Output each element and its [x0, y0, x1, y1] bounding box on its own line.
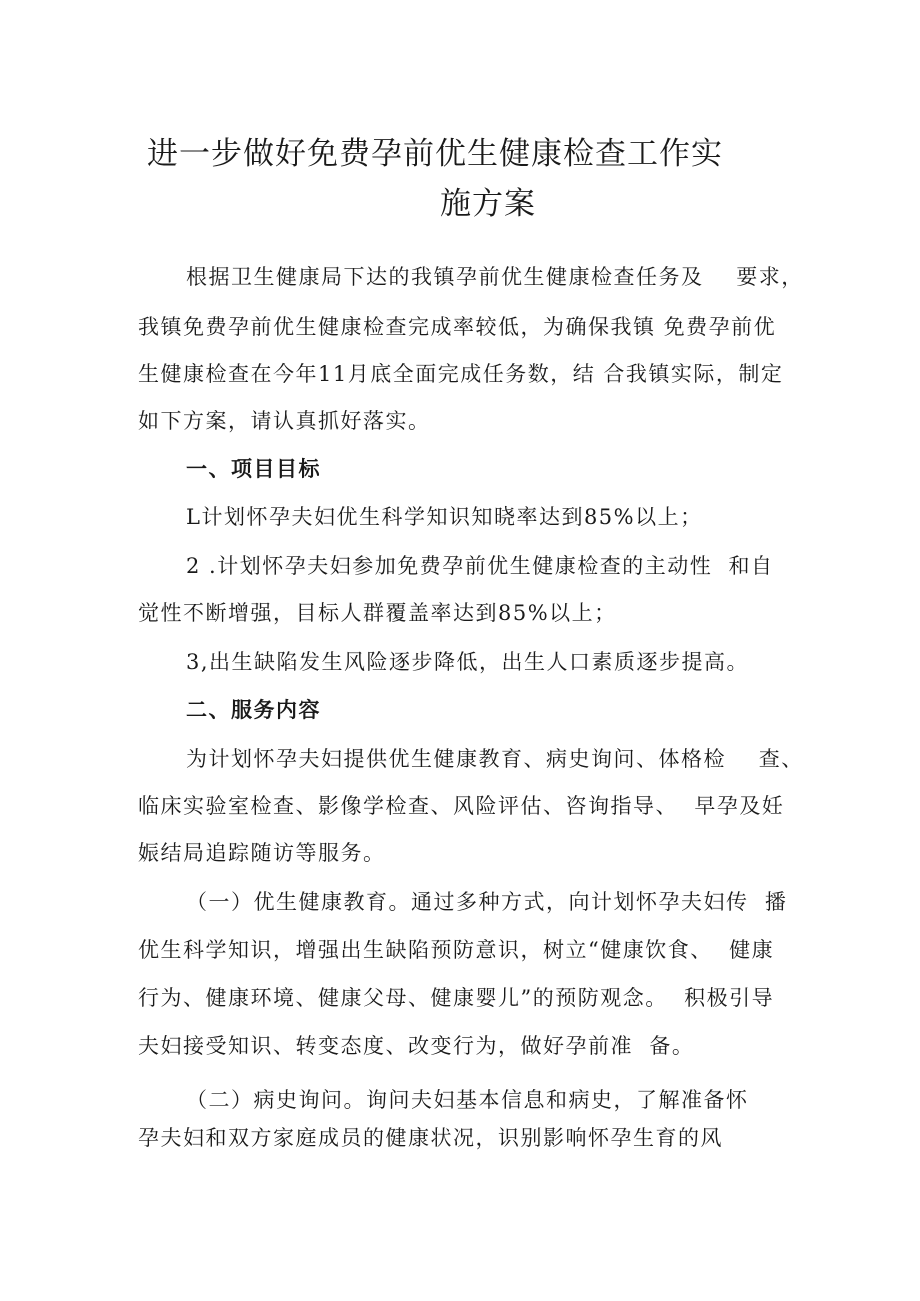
service-paragraph-2-line-4: 夫妇接受知识、转变态度、改变行为，做好孕前准 备。 [138, 1034, 695, 1058]
document-title-line-1: 进一步做好免费孕前优生健康检查工作实 [147, 136, 723, 172]
service-paragraph-1-line-1: 为计划怀孕夫妇提供优生健康教育、病史询问、体格检 查、 [186, 747, 804, 771]
goal-item-2-line-1: 2 .计划怀孕夫妇参加免费孕前优生健康检查的主动性 和自 [186, 554, 774, 578]
goal-item-1: L计划怀孕夫妇优生科学知识知晓率达到85%以上； [186, 505, 703, 529]
service-paragraph-1-line-2: 临床实验室检查、影像学检查、风险评估、咨询指导、 早孕及妊 [138, 794, 785, 818]
service-paragraph-3-line-2: 孕夫妇和双方家庭成员的健康状况，识别影响怀孕生育的风 [138, 1126, 723, 1150]
service-paragraph-2-line-1: （一）优生健康教育。通过多种方式，向计划怀孕夫妇传 播 [186, 890, 788, 914]
intro-line-2: 我镇免费孕前优生健康检查完成率较低，为确保我镇 免费孕前优 [138, 315, 777, 339]
service-paragraph-1-line-3: 娠结局追踪随访等服务。 [138, 841, 386, 865]
service-paragraph-2-line-2: 优生科学知识，增强出生缺陷预防意识，树立“健康饮食、 健康 [138, 938, 775, 962]
service-paragraph-2-line-3: 行为、健康环境、健康父母、健康婴儿”的预防观念。 积极引导 [138, 986, 775, 1010]
section-heading-service-content: 二、服务内容 [186, 698, 321, 722]
section-heading-project-goals: 一、项目目标 [186, 457, 321, 481]
service-paragraph-3-line-1: （二）病史询问。询问夫妇基本信息和病史，了解准备怀 [186, 1088, 749, 1112]
goal-item-3: 3,出生缺陷发生风险逐步降低，出生人口素质逐步提高。 [186, 650, 750, 674]
intro-line-3: 生健康检查在今年11月底全面完成任务数，结 合我镇实际，制定 [138, 362, 784, 386]
intro-line-1: 根据卫生健康局下达的我镇孕前优生健康检查任务及 要求， [186, 265, 804, 289]
intro-line-4: 如下方案，请认真抓好落实。 [138, 409, 431, 433]
document-title-line-2: 施方案 [440, 186, 536, 222]
goal-item-2-line-2: 觉性不断增强，目标人群覆盖率达到85%以上； [138, 601, 617, 625]
